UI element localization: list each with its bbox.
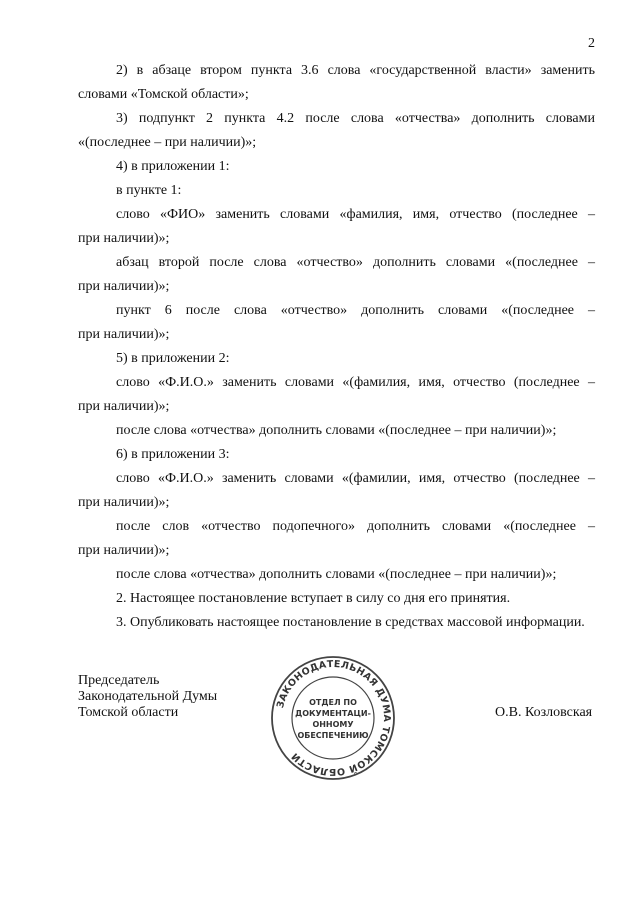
- body-line: 3. Опубликовать настоящее постановление в средствах массовой информации.: [116, 615, 585, 630]
- body-line: 2. Настоящее постановление вступает в силу со дня его принятия.: [116, 591, 511, 606]
- body-line: при наличии)»;: [78, 495, 170, 510]
- stamp-center-line: ДОКУМЕНТАЦИ-: [295, 709, 371, 718]
- body-line: слово «Ф.И.О.» заменить словами «(фамилия, имя, отчество (последнее –: [116, 375, 595, 390]
- body-line: слово «ФИО» заменить словами «фамилия, имя, отчество (последнее –: [116, 207, 595, 222]
- signature-title-line: Законодательной Думы: [78, 689, 218, 704]
- stamp-center-line: ОБЕСПЕЧЕНИЮ: [297, 731, 369, 740]
- stamp-center-line: ОТДЕЛ ПО: [309, 698, 357, 707]
- body-line: после слова «отчества» дополнить словами «(последнее – при наличии)»;: [116, 423, 557, 438]
- body-line: 6) в приложении 3:: [116, 447, 230, 462]
- body-line: в пункте 1:: [116, 183, 182, 198]
- signature-name: О.В. Козловская: [495, 705, 593, 720]
- signature-block: [78, 673, 217, 721]
- body-line: 2) в абзаце втором пункта 3.6 слова «государственной власти» заменить: [116, 63, 595, 78]
- body-line: 3) подпункт 2 пункта 4.2 после слова «отчества» дополнить словами: [116, 111, 595, 126]
- signature-title-line: Председатель: [78, 673, 160, 688]
- body-line: «(последнее – при наличии)»;: [78, 135, 257, 150]
- body-line: при наличии)»;: [78, 231, 170, 246]
- stamp-outer-textpath: ЗАКОНОДАТЕЛЬНАЯ ДУМА ТОМСКОЙ ОБЛАСТИ: [275, 658, 393, 778]
- body-line: слово «Ф.И.О.» заменить словами «(фамилии, имя, отчество (последнее –: [116, 471, 595, 486]
- body-line: при наличии)»;: [78, 399, 170, 414]
- body-line: словами «Томской области»;: [78, 87, 249, 102]
- stamp-center-line: ОННОМУ: [312, 720, 354, 729]
- body-line: абзац второй после слова «отчество» дополнить словами «(последнее –: [116, 255, 595, 270]
- body-line: пункт 6 после слова «отчество» дополнить словами «(последнее –: [116, 303, 595, 318]
- body-line: после слов «отчество подопечного» дополнить словами «(последнее –: [116, 519, 595, 534]
- stamp-inner-ring: [292, 677, 374, 759]
- body-line: при наличии)»;: [78, 543, 170, 558]
- body-line: при наличии)»;: [78, 327, 170, 342]
- stamp: [270, 655, 396, 781]
- body-line: 4) в приложении 1:: [116, 159, 230, 174]
- stamp-outer-ring: [272, 657, 394, 779]
- signature-title-line: Томской области: [78, 705, 179, 720]
- body-line: при наличии)»;: [78, 279, 170, 294]
- body-line: 5) в приложении 2:: [116, 351, 230, 366]
- page-number: 2: [588, 36, 595, 51]
- body-line: после слова «отчества» дополнить словами «(последнее – при наличии)»;: [116, 567, 557, 582]
